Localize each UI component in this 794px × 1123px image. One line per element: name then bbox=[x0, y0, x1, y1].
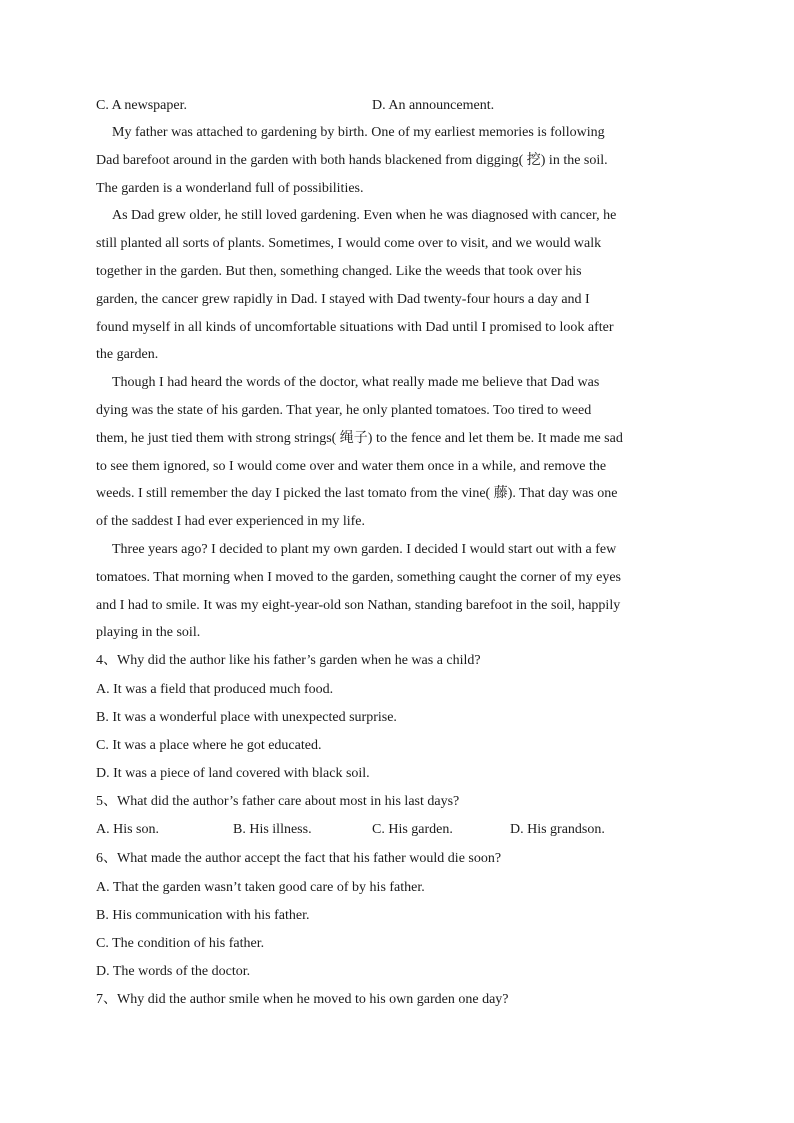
answer-option: A. It was a field that produced much food. bbox=[96, 681, 334, 697]
question-5 bbox=[96, 792, 700, 850]
question-stem: 7、Why did the author smile when he moved to his own garden one day? bbox=[96, 991, 509, 1007]
paragraph-line: garden, the cancer grew rapidly in Dad. I stayed with Dad twenty-four hours a day and I bbox=[96, 291, 590, 307]
previous-question-options bbox=[96, 96, 700, 123]
document-content bbox=[96, 96, 700, 1019]
paragraph-line: them, he just tied them with strong strings( 绳子) to the fence and let them be. It made me sad bbox=[96, 430, 623, 446]
paragraph-1 bbox=[96, 123, 700, 206]
answer-option: A. That the garden wasn’t taken good care of by his father. bbox=[96, 879, 425, 895]
question-stem: 4、Why did the author like his father’s garden when he was a child? bbox=[96, 653, 481, 669]
question-stem: 5、What did the author’s father care about most in his last days? bbox=[96, 793, 460, 809]
paragraph-line: still planted all sorts of plants. Sometimes, I would come over to visit, and we would walk bbox=[96, 236, 602, 252]
paragraph-2 bbox=[96, 206, 700, 373]
answer-option: C. The condition of his father. bbox=[96, 935, 265, 951]
paragraph-line: to see them ignored, so I would come over and water them once in a while, and remove the bbox=[96, 458, 607, 474]
passage bbox=[96, 123, 700, 651]
paragraph-line: dying was the state of his garden. That year, he only planted tomatoes. Too tired to weed bbox=[96, 402, 592, 418]
answer-options-row bbox=[96, 820, 700, 849]
paragraph-line: As Dad grew older, he still loved gardening. Even when he was diagnosed with cancer, he bbox=[112, 208, 617, 224]
paragraph-line: found myself in all kinds of uncomfortable situations with Dad until I promised to look after bbox=[96, 319, 614, 335]
option-c: C. A newspaper. bbox=[96, 98, 187, 113]
paragraph-line: My father was attached to gardening by birth. One of my earliest memories is following bbox=[112, 125, 605, 140]
paragraph-line: the garden. bbox=[96, 347, 159, 363]
answer-option: A. His son. bbox=[96, 822, 160, 838]
question-6 bbox=[96, 849, 700, 990]
paragraph-line: Three years ago? I decided to plant my own garden. I decided I would start out with a few bbox=[112, 541, 617, 557]
question-4 bbox=[96, 651, 700, 792]
answer-option: B. It was a wonderful place with unexpected surprise. bbox=[96, 709, 397, 725]
paragraph-line: weeds. I still remember the day I picked the last tomato from the vine( 藤). That day was one bbox=[96, 486, 618, 502]
answer-option: C. His garden. bbox=[372, 822, 453, 838]
question-7 bbox=[96, 990, 700, 1019]
answer-option: B. His illness. bbox=[233, 822, 312, 838]
paragraph-line: of the saddest I had ever experienced in my life. bbox=[96, 514, 366, 530]
paragraph-3 bbox=[96, 373, 700, 540]
paragraph-line: tomatoes. That morning when I moved to the garden, something caught the corner of my eyes bbox=[96, 569, 621, 585]
paragraph-line: Though I had heard the words of the doctor, what really made me believe that Dad was bbox=[112, 375, 600, 391]
answer-option: D. The words of the doctor. bbox=[96, 963, 251, 979]
paragraph-line: together in the garden. But then, something changed. Like the weeds that took over his bbox=[96, 263, 582, 279]
answer-option: C. It was a place where he got educated. bbox=[96, 737, 322, 753]
paragraph-line: The garden is a wonderland full of possibilities. bbox=[96, 180, 364, 196]
paragraph-line: Dad barefoot around in the garden with both hands blackened from digging( 挖) in the soil. bbox=[96, 152, 608, 168]
option-d: D. An announcement. bbox=[372, 98, 495, 113]
question-stem: 6、What made the author accept the fact that his father would die soon? bbox=[96, 851, 502, 867]
answer-option: B. His communication with his father. bbox=[96, 907, 310, 923]
paragraph-4 bbox=[96, 540, 700, 651]
answer-option: D. His grandson. bbox=[510, 822, 605, 838]
paragraph-line: and I had to smile. It was my eight-year-old son Nathan, standing barefoot in the soil, happily bbox=[96, 597, 621, 613]
paragraph-line: playing in the soil. bbox=[96, 625, 201, 641]
answer-option: D. It was a piece of land covered with black soil. bbox=[96, 765, 370, 781]
